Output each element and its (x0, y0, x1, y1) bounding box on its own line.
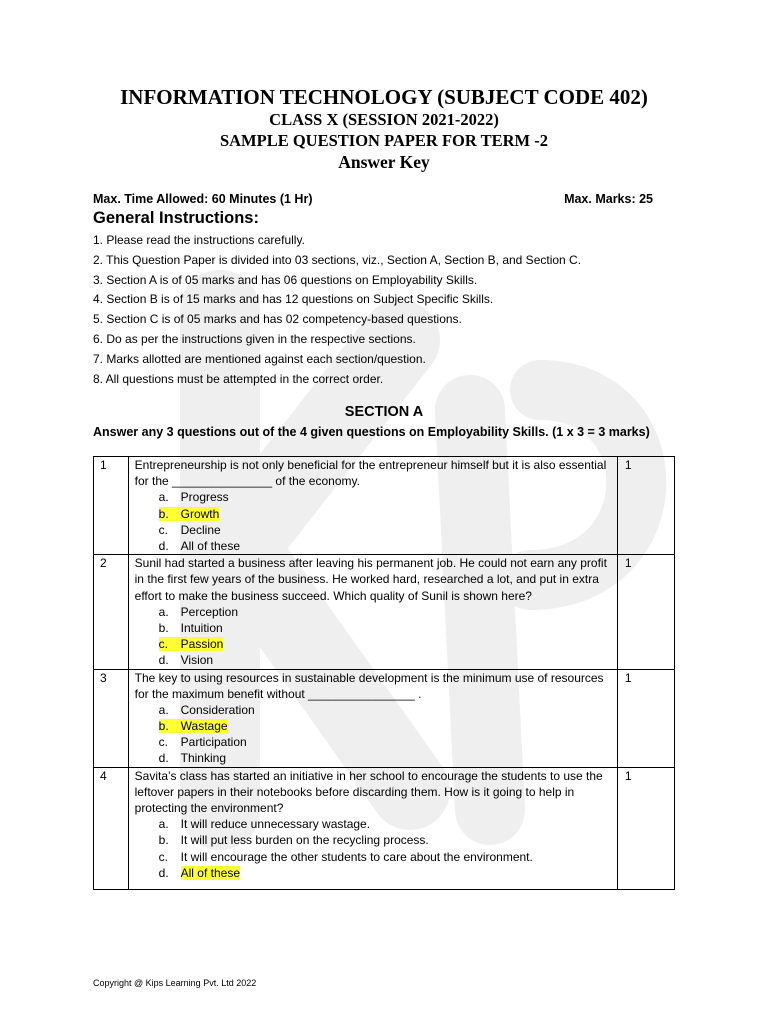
options-list (135, 489, 611, 554)
options-list (135, 604, 611, 669)
option: c. Participation (158, 735, 247, 750)
instruction-item: 2. This Question Paper is divided into 03 sections, viz., Section A, Section B, and Section C. (93, 252, 582, 267)
table-row (94, 669, 675, 767)
question-marks: 1 (617, 669, 674, 767)
copyright-footer: Copyright @ Kips Learning Pvt. Ltd 2022 (93, 978, 257, 988)
table-row (94, 555, 675, 669)
question-cell (128, 555, 617, 669)
question-text: Savita’s class has started an initiative in her school to encourage the students to use the leftover papers in their notebooks before discarding them. How is it going to help in protecting the environment? (134, 768, 603, 816)
option: a. Perception (158, 604, 239, 619)
option: a. Consideration (158, 702, 255, 717)
class-session: CLASS X (SESSION 2021-2022) (269, 110, 499, 129)
option: b. It will put less burden on the recycling process. (158, 833, 429, 848)
option: a. It will reduce unnecessary wastage. (158, 817, 371, 832)
option: b. Intuition (158, 620, 223, 635)
question-number: 2 (94, 555, 129, 669)
option: c. Decline (158, 522, 221, 537)
option-correct: d. All of these (158, 865, 241, 880)
question-marks: 1 (617, 555, 674, 669)
option: a. Progress (158, 490, 229, 505)
question-number: 3 (94, 669, 129, 767)
max-time: Max. Time Allowed: 60 Minutes (1 Hr) (93, 192, 313, 206)
instruction-item: 6. Do as per the instructions given in the respective sections. (93, 331, 416, 346)
instruction-item: 1. Please read the instructions carefully. (93, 233, 305, 247)
option: c. It will encourage the other students to care about the environment. (158, 849, 533, 864)
option-correct: b. Wastage (158, 719, 228, 734)
option-correct: b. Growth (158, 506, 220, 521)
option: d. All of these (158, 538, 241, 553)
instruction-item: 4. Section B is of 15 marks and has 12 questions on Subject Specific Skills. (93, 292, 494, 307)
answer-key-label: Answer Key (338, 152, 430, 172)
question-text: The key to using resources in sustainable development is the minimum use of resources for the maximum benefit without ________________ . (134, 670, 604, 701)
paper-type: SAMPLE QUESTION PAPER FOR TERM -2 (219, 131, 549, 150)
question-cell (128, 457, 617, 555)
question-marks: 1 (617, 767, 674, 889)
options-list (135, 816, 611, 881)
question-cell (128, 767, 617, 889)
option: d. Thinking (158, 751, 226, 766)
meta-row (93, 192, 653, 206)
question-number: 1 (94, 457, 129, 555)
section-a-title: SECTION A (344, 404, 424, 420)
question-marks: 1 (617, 457, 674, 555)
instruction-item: 8. All questions must be attempted in the correct order. (93, 371, 384, 386)
instructions-list (93, 231, 581, 389)
instructions-heading: General Instructions: (93, 209, 259, 227)
question-number: 4 (94, 767, 129, 889)
option-correct: c. Passion (158, 637, 224, 652)
table-row (94, 767, 675, 889)
section-a-subtitle: Answer any 3 questions out of the 4 given questions on Employability Skills. (1 x 3 = 3 marks) (93, 425, 650, 439)
instruction-item: 7. Marks allotted are mentioned against each section/question. (93, 351, 426, 366)
instruction-item: 5. Section C is of 05 marks and has 02 competency-based questions. (93, 312, 462, 327)
instruction-item: 3. Section A is of 05 marks and has 06 questions on Employability Skills. (93, 272, 478, 287)
question-text: Entrepreneurship is not only beneficial for the entrepreneur himself but it is also essential for the _______________ of the economy. (134, 458, 607, 489)
paper-title: INFORMATION TECHNOLOGY (SUBJECT CODE 402) (120, 85, 648, 109)
title-block (0, 84, 768, 173)
table-row (94, 457, 675, 555)
questions-table (93, 456, 675, 890)
question-text: Sunil had started a business after leaving his permanent job. He could not earn any profit in the first few years of the business. He worked hard, researched a lot, and put in extra effort to make the business succeed. Which quality of Sunil is shown here? (134, 556, 607, 603)
question-cell (128, 669, 617, 767)
max-marks: Max. Marks: 25 (564, 192, 653, 206)
options-list (135, 702, 611, 767)
option: d. Vision (158, 653, 214, 668)
